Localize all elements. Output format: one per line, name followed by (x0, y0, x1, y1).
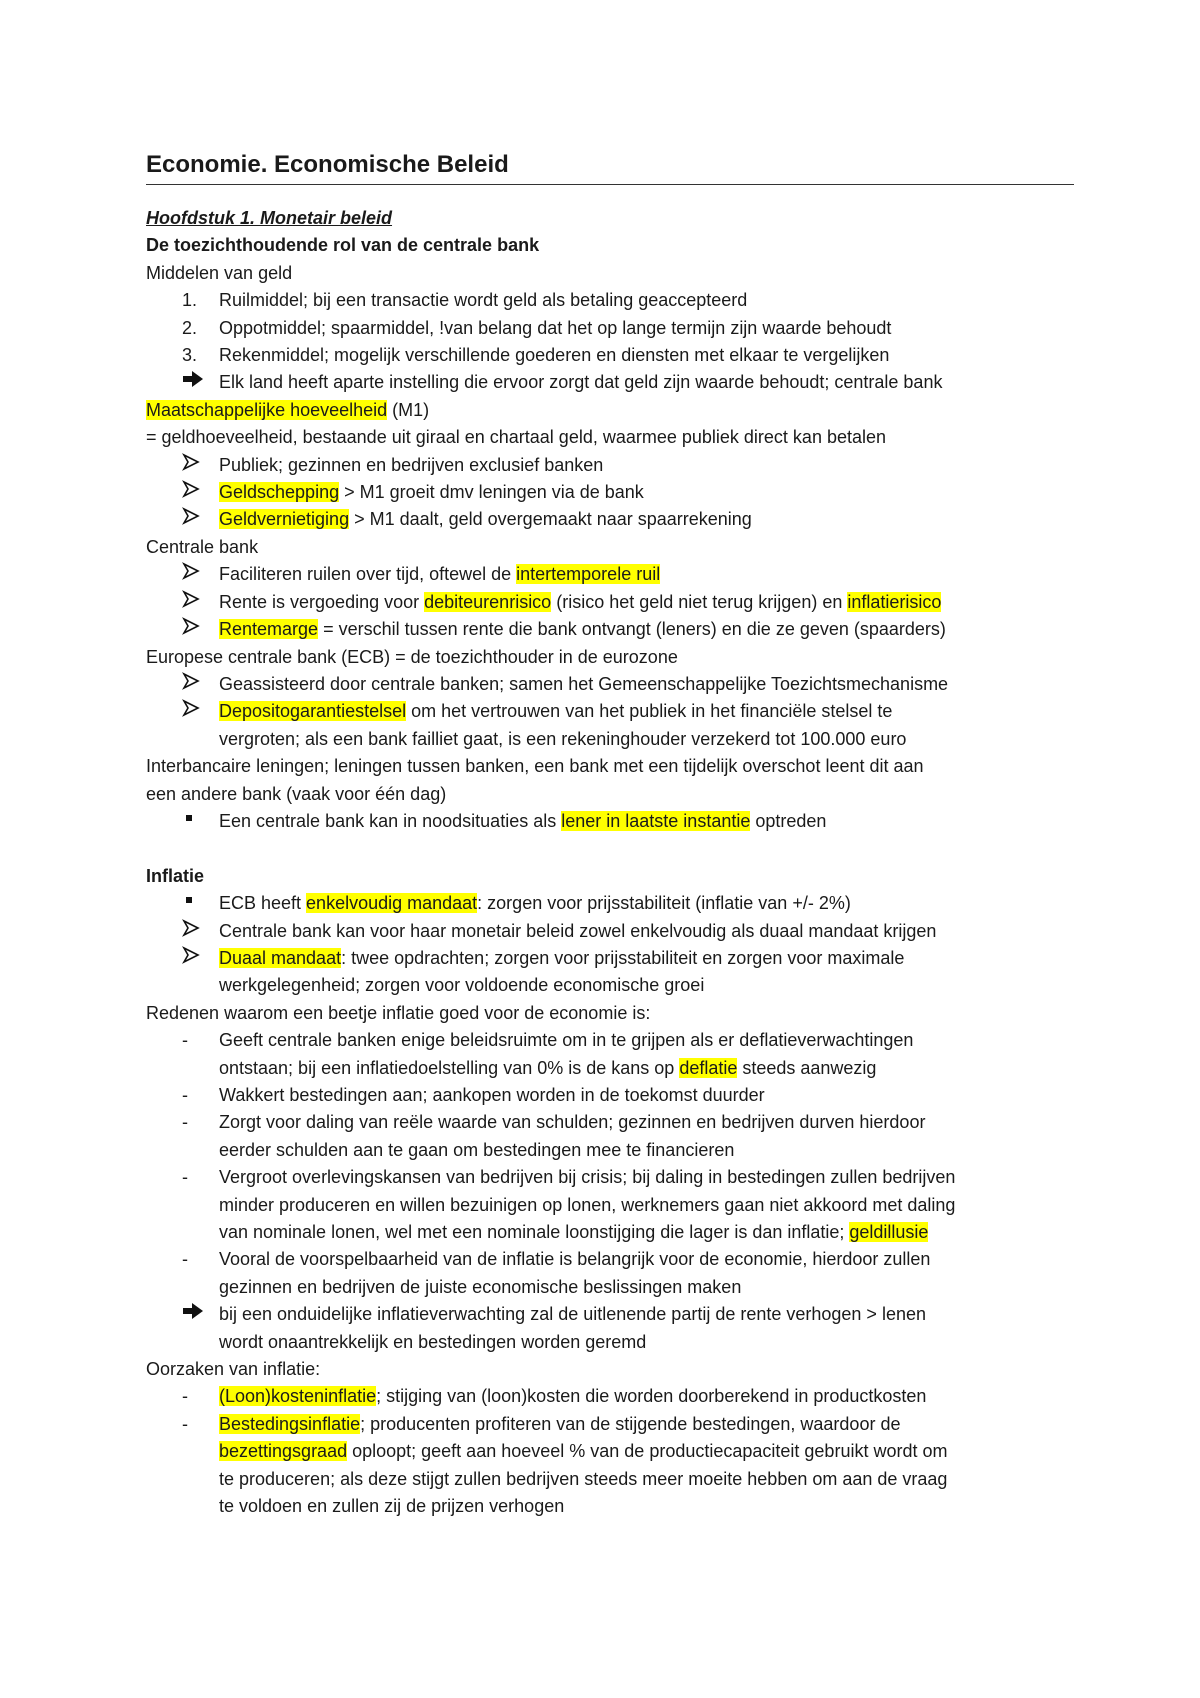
highlighted-term: inflatierisico (847, 591, 942, 612)
text-span: > M1 daalt, geld overgemaakt naar spaarrekening (349, 509, 752, 530)
square-bullet-icon (182, 890, 212, 917)
dash-bullet-icon: - (182, 1084, 188, 1105)
chevron-bullet-icon (182, 561, 212, 588)
highlighted-term: (Loon)kosteninflatie (219, 1386, 377, 1407)
list-number: 3. (182, 345, 198, 366)
list-number: 2. (182, 317, 198, 338)
text-span: van nominale lonen, wel met een nominale loonstijging die lager is dan inflatie; (219, 1222, 850, 1243)
highlighted-term: Duaal mandaat (219, 947, 342, 968)
text-span: werkgelegenheid; zorgen voor voldoende economische groei (219, 975, 705, 996)
highlighted-term: bezettingsgraad (219, 1441, 348, 1462)
list-item-text: Rekenmiddel; mogelijk verschillende goederen en diensten met elkaar te vergelijken (219, 345, 890, 366)
bullet-item (146, 890, 1074, 917)
dash-bullet-icon: - (182, 1249, 188, 1270)
dash-bullet-icon: - (182, 1167, 188, 1188)
dash-bullet-icon: - (182, 1413, 188, 1434)
paragraph-interbank: Interbancaire leningen; leningen tussen banken, een bank met een tijdelijk overschot leent dit aan (146, 756, 924, 777)
text-span: Rente is vergoeding voor (219, 591, 425, 612)
bullet-item (146, 616, 1074, 643)
text-span: Vergroot overlevingskansen van bedrijven bij crisis; bij daling in bestedingen zullen bedrijven (219, 1167, 956, 1188)
bullet-item (146, 945, 1074, 1000)
list-item-text: Geassisteerd door centrale banken; samen het Gemeenschappelijke Toezichtsmechanisme (219, 673, 949, 694)
text-span: eerder schulden aan te gaan om bestedingen mee te financieren (219, 1139, 735, 1160)
dash-item (146, 1411, 1074, 1521)
chevron-bullet-icon (182, 698, 212, 725)
dash-bullet-icon: - (182, 1112, 188, 1133)
dash-bullet-icon: - (182, 1386, 188, 1407)
paragraph-m1 (146, 397, 1074, 424)
numbered-item (146, 342, 1074, 369)
chevron-bullet-icon (182, 945, 212, 972)
bullet-item (146, 452, 1074, 479)
arrow-item (146, 369, 1074, 396)
text-span: Zorgt voor daling van reële waarde van schulden; gezinnen en bedrijven durven hierdoor (219, 1112, 926, 1133)
dash-item (146, 1109, 1074, 1164)
arrow-item (146, 1301, 1074, 1356)
highlighted-term: geldillusie (849, 1222, 929, 1243)
bullet-item (146, 918, 1074, 945)
text-span: ECB heeft (219, 893, 307, 914)
list-item-text: Publiek; gezinnen en bedrijven exclusief banken (219, 454, 604, 475)
highlighted-term: enkelvoudig mandaat (306, 893, 478, 914)
document-content (146, 148, 1074, 1520)
list-item-text: Centrale bank kan voor haar monetair beleid zowel enkelvoudig als duaal mandaat krijgen (219, 920, 937, 941)
text-span: = verschil tussen rente die bank ontvangt (leners) en die ze geven (spaarders) (318, 619, 946, 640)
dash-item (146, 1383, 1074, 1410)
dash-item (146, 1082, 1074, 1109)
text-span: (M1) (387, 399, 430, 420)
dash-item (146, 1246, 1074, 1301)
text-span: Een centrale bank kan in noodsituaties als (219, 810, 562, 831)
arrow-right-icon (182, 1301, 212, 1328)
paragraph-middelen: Middelen van geld (146, 262, 293, 283)
dash-item (146, 1164, 1074, 1246)
list-item-text: Oppotmiddel; spaarmiddel, !van belang dat het op lange termijn zijn waarde behoudt (219, 317, 892, 338)
chevron-bullet-icon (182, 918, 212, 945)
chevron-bullet-icon (182, 671, 212, 698)
spacer (146, 835, 1074, 862)
text-span: minder produceren en willen bezuinigen op lonen, werknemers gaan niet akkoord met daling (219, 1194, 956, 1215)
highlighted-term: lener in laatste instantie (561, 810, 751, 831)
numbered-item (146, 315, 1074, 342)
text-span: ontstaan; bij een inflatiedoelstelling van 0% is de kans op (219, 1057, 680, 1078)
text-span: Geeft centrale banken enige beleidsruimte om in te grijpen als er deflatieverwachtingen (219, 1030, 914, 1051)
bullet-item (146, 506, 1074, 533)
list-number: 1. (182, 290, 198, 311)
dash-item (146, 1027, 1074, 1082)
text-span: : zorgen voor prijsstabiliteit (inflatie van +/- 2%) (477, 893, 851, 914)
bullet-item (146, 671, 1074, 698)
chevron-bullet-icon (182, 589, 212, 616)
text-span: Faciliteren ruilen over tijd, oftewel de (219, 564, 517, 585)
square-bullet-icon (182, 808, 212, 835)
text-span: (risico het geld niet terug krijgen) en (551, 591, 848, 612)
paragraph-oorzaken: Oorzaken van inflatie: (146, 1359, 321, 1380)
text-span: oploopt; geeft aan hoeveel % van de productiecapaciteit gebruikt wordt om (347, 1441, 948, 1462)
text-span: vergroten; als een bank failliet gaat, is een rekeninghouder verzekerd tot 100.000 euro (219, 728, 907, 749)
text-span: om het vertrouwen van het publiek in het financiële stelsel te (406, 701, 893, 722)
text-span: bij een onduidelijke inflatieverwachting zal de uitlenende partij de rente verhogen > lenen (219, 1304, 926, 1325)
chevron-bullet-icon (182, 479, 212, 506)
page-title: Economie. Economische Beleid (146, 148, 1074, 185)
highlighted-term: intertemporele ruil (516, 564, 661, 585)
paragraph-interbank-cont: een andere bank (vaak voor één dag) (146, 783, 447, 804)
paragraph-redenen: Redenen waarom een beetje inflatie goed voor de economie is: (146, 1002, 651, 1023)
text-span: steeds aanwezig (737, 1057, 877, 1078)
bullet-item (146, 561, 1074, 588)
highlighted-term: deflatie (679, 1057, 738, 1078)
paragraph-m1-definition: = geldhoeveelheid, bestaande uit giraal en chartaal geld, waarmee publiek direct kan betalen (146, 427, 887, 448)
text-span: : twee opdrachten; zorgen voor prijsstabiliteit en zorgen voor maximale (341, 947, 905, 968)
bullet-item (146, 698, 1074, 753)
text-span: Vooral de voorspelbaarheid van de inflatie is belangrijk voor de economie, hierdoor zullen (219, 1249, 931, 1270)
chevron-bullet-icon (182, 616, 212, 643)
highlighted-term: Bestedingsinflatie (219, 1413, 361, 1434)
highlighted-term: Depositogarantiestelsel (219, 701, 407, 722)
text-span: ; stijging van (loon)kosten die worden doorberekend in productkosten (376, 1386, 927, 1407)
paragraph-centrale-bank: Centrale bank (146, 536, 259, 557)
paragraph-ecb: Europese centrale bank (ECB) = de toezichthouder in de eurozone (146, 646, 678, 667)
numbered-item (146, 287, 1074, 314)
chapter-heading: Hoofdstuk 1. Monetair beleid (146, 208, 393, 228)
list-item-text: Wakkert bestedingen aan; aankopen worden in de toekomst duurder (219, 1084, 765, 1105)
highlighted-term: Rentemarge (219, 619, 319, 640)
text-span: wordt onaantrekkelijk en bestedingen worden geremd (219, 1331, 647, 1352)
text-span: gezinnen en bedrijven de juiste economische beslissingen maken (219, 1276, 742, 1297)
highlighted-term: Geldschepping (219, 482, 340, 503)
dash-bullet-icon: - (182, 1030, 188, 1051)
highlighted-term: debiteurenrisico (424, 591, 552, 612)
bullet-item (146, 589, 1074, 616)
bullet-item (146, 808, 1074, 835)
highlighted-term: Geldvernietiging (219, 509, 350, 530)
list-item-text: Ruilmiddel; bij een transactie wordt geld als betaling geaccepteerd (219, 290, 748, 311)
arrow-right-icon (182, 369, 212, 396)
chevron-bullet-icon (182, 452, 212, 479)
section-heading-inflatie: Inflatie (146, 865, 205, 886)
highlighted-term: Maatschappelijke hoeveelheid (146, 399, 388, 420)
list-item-text: Elk land heeft aparte instelling die ervoor zorgt dat geld zijn waarde behoudt; centrale bank (219, 372, 943, 393)
section-heading-central-bank: De toezichthoudende rol van de centrale bank (146, 235, 540, 256)
text-span: > M1 groeit dmv leningen via de bank (339, 482, 644, 503)
text-span: ; producenten profiteren van de stijgende bestedingen, waardoor de (360, 1413, 901, 1434)
text-span: optreden (750, 810, 827, 831)
bullet-item (146, 479, 1074, 506)
text-span: te voldoen en zullen zij de prijzen verhogen (219, 1496, 565, 1517)
chevron-bullet-icon (182, 506, 212, 533)
text-span: te produceren; als deze stijgt zullen bedrijven steeds meer moeite hebben om aan de vraag (219, 1468, 948, 1489)
